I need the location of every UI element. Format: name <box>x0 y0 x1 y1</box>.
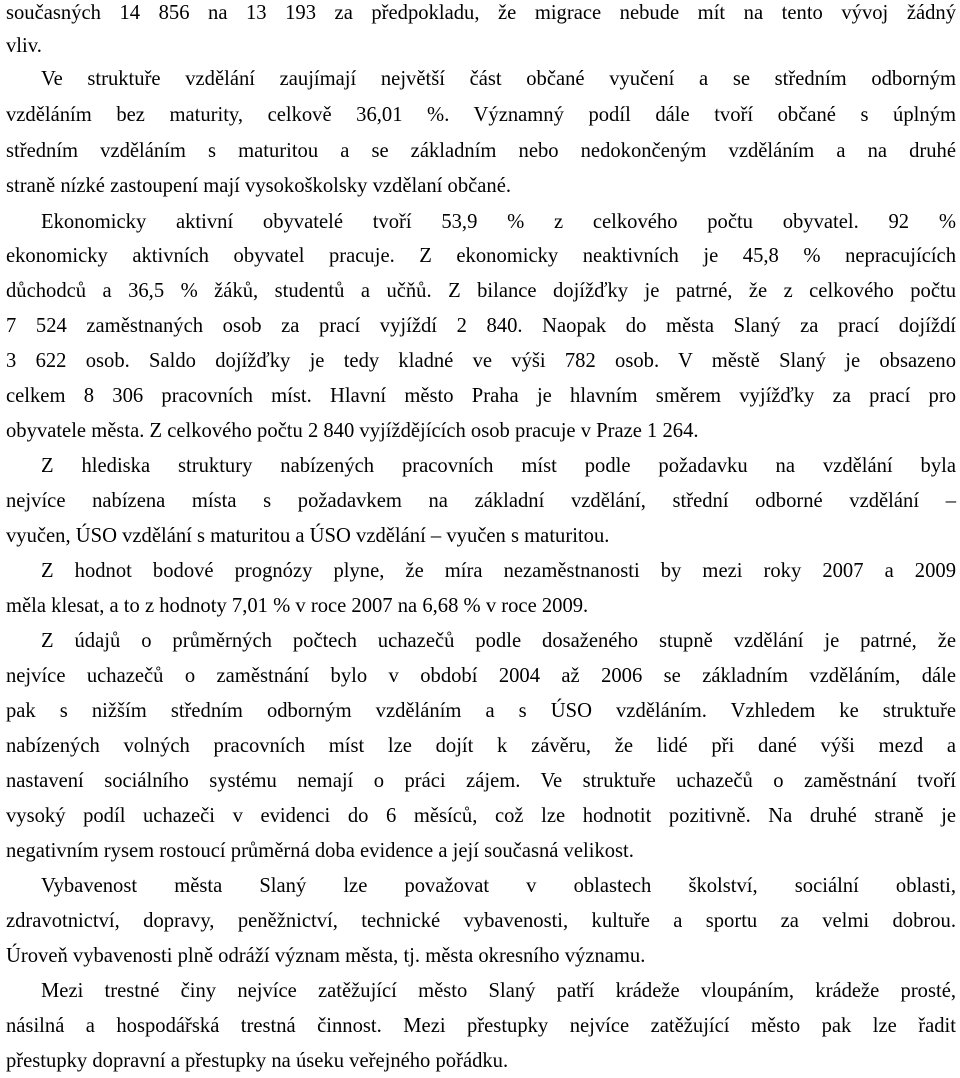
text-line: vysoký podíl uchazeči v evidenci do 6 měsíců, což lze hodnotit pozitivně. Na druhé straně je <box>6 805 956 827</box>
text-line: pak s nižším středním odborným vzděláním a s ÚSO vzděláním. Vzhledem ke struktuře <box>6 700 956 722</box>
text-line: Z hlediska struktury nabízených pracovních míst podle požadavku na vzdělání byla <box>41 455 956 477</box>
text-line: měla klesat, a to z hodnoty 7,01 % v roce 2007 na 6,68 % v roce 2009. <box>6 595 589 617</box>
text-line: přestupky dopravní a přestupky na úseku veřejného pořádku. <box>6 1050 509 1072</box>
text-line: Ve struktuře vzdělání zaujímají největší část občané vyučení a se středním odborným <box>41 68 956 90</box>
text-line: Vybavenost města Slaný lze považovat v oblastech školství, sociální oblasti, <box>41 875 956 897</box>
text-line: nabízených volných pracovních míst lze dojít k závěru, že lidé při dané výši mezd a <box>6 735 956 757</box>
text-line: vyučen, ÚSO vzdělání s maturitou a ÚSO vzdělání – vyučen s maturitou. <box>6 525 610 547</box>
text-line: násilná a hospodářská trestná činnost. Mezi přestupky nejvíce zatěžující město pak lze řadit <box>6 1015 956 1037</box>
text-line: ekonomicky aktivních obyvatel pracuje. Z ekonomicky neaktivních je 45,8 % nepracujících <box>6 245 956 267</box>
text-line: zdravotnictví, dopravy, peněžnictví, technické vybavenosti, kultuře a sportu za velmi dobrou. <box>6 910 956 932</box>
text-line: nastavení sociálního systému nemají o práci zájem. Ve struktuře uchazečů o zaměstnání tvoří <box>6 770 956 792</box>
text-line: obyvatele města. Z celkového počtu 2 840 vyjíždějících osob pracuje v Praze 1 264. <box>6 420 699 442</box>
text-line: Úroveň vybavenosti plně odráží význam města, tj. města okresního významu. <box>6 945 646 967</box>
text-line: negativním rysem rostoucí průměrná doba evidence a její současná velikost. <box>6 840 634 862</box>
text-line: důchodců a 36,5 % žáků, studentů a učňů. Z bilance dojížďky je patrné, že z celkového počtu <box>6 280 956 302</box>
text-line: Z údajů o průměrných počtech uchazečů podle dosaženého stupně vzdělání je patrné, že <box>41 630 956 652</box>
text-line: středním vzděláním s maturitou a se základním nebo nedokončeným vzděláním a na druhé <box>6 140 956 162</box>
text-line: straně nízké zastoupení mají vysokoškolsky vzdělaní občané. <box>6 175 511 197</box>
text-line: vzděláním bez maturity, celkově 36,01 %. Významný podíl dále tvoří občané s úplným <box>6 104 956 126</box>
text-line: nejvíce nabízena místa s požadavkem na základní vzdělání, střední odborné vzdělání – <box>6 490 956 512</box>
text-line: vliv. <box>6 35 42 57</box>
text-line: nejvíce uchazečů o zaměstnání bylo v období 2004 až 2006 se základním vzděláním, dále <box>6 665 956 687</box>
text-line: 3 622 osob. Saldo dojížďky je tedy kladné ve výši 782 osob. V městě Slaný je obsazeno <box>6 350 956 372</box>
text-line: Mezi trestné činy nejvíce zatěžující město Slaný patří krádeže vloupáním, krádeže prosté, <box>41 980 956 1002</box>
text-line: celkem 8 306 pracovních míst. Hlavní město Praha je hlavním směrem vyjížďky za prací pro <box>6 385 956 407</box>
text-line: Z hodnot bodové prognózy plyne, že míra nezaměstnanosti by mezi roky 2007 a 2009 <box>41 560 956 582</box>
text-line: Ekonomicky aktivní obyvatelé tvoří 53,9 % z celkového počtu obyvatel. 92 % <box>41 211 956 233</box>
text-line: 7 524 zaměstnaných osob za prací vyjíždí 2 840. Naopak do města Slaný za prací dojíždí <box>6 315 956 337</box>
text-line: současných 14 856 na 13 193 za předpokladu, že migrace nebude mít na tento vývoj žádný <box>6 2 956 24</box>
